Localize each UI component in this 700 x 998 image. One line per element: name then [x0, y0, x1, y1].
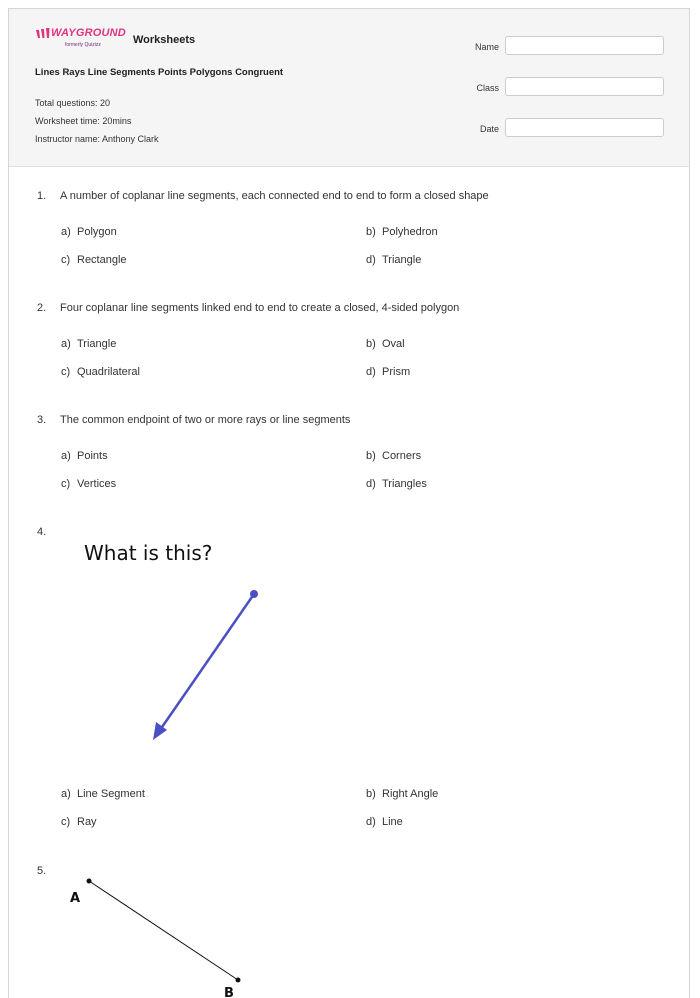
- total-questions: Total questions: 20: [35, 98, 111, 108]
- brand-subtitle: formerly Quizizz: [65, 42, 101, 48]
- point-b-icon: [236, 978, 241, 983]
- ray-line: [160, 594, 254, 730]
- question-number: 1.: [37, 190, 47, 202]
- segment-diagram: [64, 871, 264, 998]
- name-input[interactable]: [505, 36, 664, 55]
- label-a: A: [70, 891, 81, 906]
- section-label: Worksheets: [133, 34, 196, 46]
- option-c[interactable]: c) Vertices: [61, 478, 117, 490]
- question-number: 4.: [37, 526, 47, 538]
- option-d[interactable]: d) Line: [366, 816, 403, 828]
- question-5-image: [64, 871, 264, 998]
- name-label: Name: [474, 42, 499, 52]
- option-c[interactable]: c) Rectangle: [61, 254, 127, 266]
- class-input[interactable]: [505, 77, 664, 96]
- option-c[interactable]: c) Ray: [61, 816, 97, 828]
- option-a[interactable]: a) Points: [61, 450, 108, 462]
- question-text: A number of coplanar line segments, each connected end to end to form a closed shape: [60, 190, 489, 202]
- wayground-logo-icon: [35, 28, 51, 39]
- option-a[interactable]: a) Triangle: [61, 338, 117, 350]
- image-caption: What is this?: [84, 541, 213, 565]
- option-b[interactable]: b) Polyhedron: [366, 226, 438, 238]
- instructor-name: Instructor name: Anthony Clark: [35, 134, 159, 144]
- option-b[interactable]: b) Right Angle: [366, 788, 439, 800]
- ray-diagram: [69, 534, 369, 774]
- brand-logo: [35, 27, 126, 48]
- segment-line: [89, 881, 238, 980]
- option-a[interactable]: a) Polygon: [61, 226, 117, 238]
- date-label: Date: [479, 124, 499, 134]
- option-b[interactable]: b) Corners: [366, 450, 422, 462]
- date-input[interactable]: [505, 118, 664, 137]
- option-d[interactable]: d) Prism: [366, 366, 411, 378]
- brand-name: WAYGROUND: [51, 27, 126, 39]
- question-text: The common endpoint of two or more rays or line segments: [60, 414, 351, 426]
- worksheet-title: Lines Rays Line Segments Points Polygons Congruent: [35, 67, 284, 78]
- option-d[interactable]: d) Triangles: [366, 478, 427, 490]
- worksheet-header: [9, 9, 689, 167]
- label-b: B: [224, 986, 234, 998]
- option-d[interactable]: d) Triangle: [366, 254, 422, 266]
- ray-endpoint-icon: [250, 590, 258, 598]
- question-text: Four coplanar line segments linked end to end to create a closed, 4-sided polygon: [60, 302, 460, 314]
- option-c[interactable]: c) Quadrilateral: [61, 366, 140, 378]
- question-number: 5.: [37, 865, 47, 877]
- option-b[interactable]: b) Oval: [366, 338, 405, 350]
- class-label: Class: [476, 83, 499, 93]
- point-a-icon: [87, 879, 92, 884]
- question-4-image: [69, 534, 369, 774]
- option-a[interactable]: a) Line Segment: [61, 788, 145, 800]
- worksheet-time: Worksheet time: 20mins: [35, 116, 132, 126]
- worksheet-page: [8, 8, 690, 998]
- question-number: 2.: [37, 302, 47, 314]
- question-number: 3.: [37, 414, 47, 426]
